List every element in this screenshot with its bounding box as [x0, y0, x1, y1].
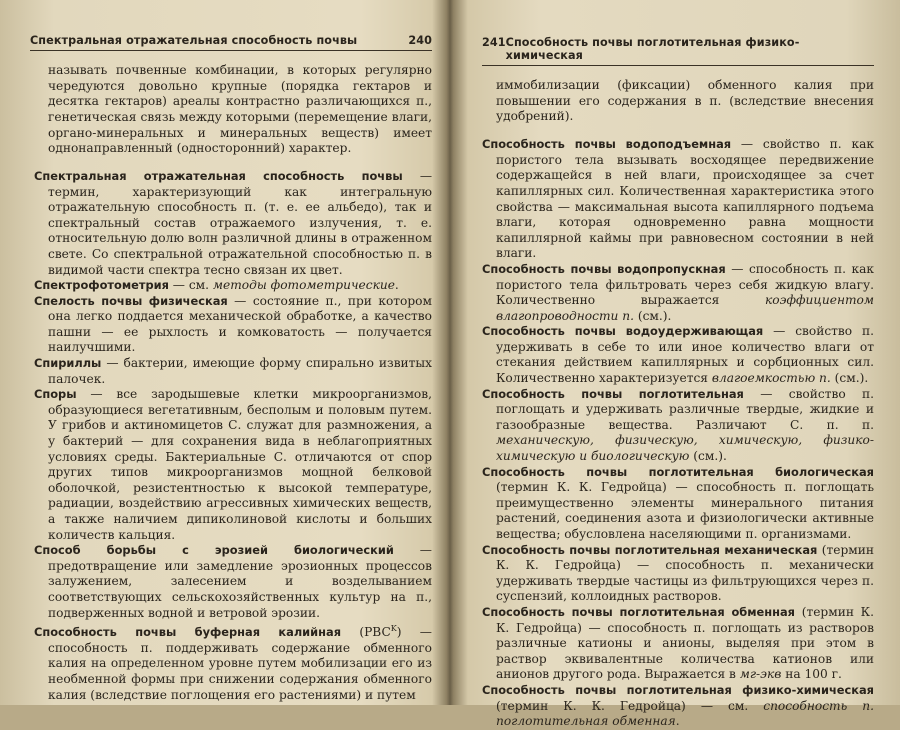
- entry-term: Способность почвы водоудерживающая: [482, 324, 764, 339]
- entry-definition: — см.: [168, 278, 213, 293]
- right-page: [456, 0, 900, 729]
- dictionary-entry: [482, 387, 874, 465]
- entry-cross-reference: механическую, физическую, химическую, физико-химическую и биологическую: [496, 433, 874, 464]
- entry-term: Способность почвы поглотительная механическая: [482, 542, 818, 557]
- entry-definition: (термин К. К. Гедройца) — способность п. поглощать из растворов различные катионы и анионы, выделяя при этом в раствор эквивалентные количества катионов или анионов другого рода. Выражается в: [496, 604, 874, 682]
- dictionary-entry: [482, 465, 874, 543]
- left-header-title: Спектральная отражательная способность почвы: [30, 34, 358, 47]
- entry-term: Спелость почвы физическая: [34, 293, 228, 308]
- right-page-body: [482, 78, 874, 730]
- entry-definition: — предотвращение или замедление эрозионных процессов залужением, залесением и возделыванием соответствующих сельскохозяйственных культур на п., подверженных водной и ветровой эрозии.: [48, 543, 432, 620]
- right-page-number: 241: [482, 36, 506, 49]
- entry-definition: (термин К. К. Гедройца) — способность п. механически удерживать твердые частицы из фильтрующихся через п. суспензий, коллоидных растворов.: [496, 542, 874, 604]
- entry-term: Способность почвы водопропускная: [482, 261, 726, 276]
- dictionary-entry: [482, 262, 874, 324]
- entry-term: Способность почвы буферная калийная: [34, 625, 342, 640]
- entry-term: Споры: [34, 387, 77, 402]
- dictionary-entry: [482, 324, 874, 386]
- entry-tail: .: [394, 278, 399, 293]
- right-page-header: [482, 36, 874, 66]
- entry-definition: — свойство п. поглощать и удерживать различные твердые, жидкие и газообразные вещества. Различают С. п. п.: [496, 386, 874, 432]
- entry-term: Спириллы: [34, 356, 102, 371]
- dictionary-entry: [482, 683, 874, 730]
- entry-definition: (термин К. К. Гедройца) — способность п. поглощать преимущественно элементы минерального питания растений, соединения азота и физиологически активные вещества; обусловлена населяющими п. организмами.: [496, 480, 874, 541]
- dictionary-entry: [34, 169, 432, 278]
- entry-term: Способность почвы поглотительная обменная: [482, 604, 795, 619]
- entry-definition: — состояние п., при котором она легко поддается механической обработке, а качество пашни — ее рыхлость и комковатость — получается наилучшими.: [48, 293, 432, 355]
- continuation-text: иммобилизации (фиксации) обменного калия при повышении его содержания в п. (вследствие внесения удобрений).: [496, 78, 874, 124]
- entry-definition: — способность п. как пористого тела фильтровать через себя жидкую влагу. Количественно выражается: [496, 261, 874, 308]
- dictionary-entry: [34, 294, 432, 356]
- entry-cross-reference: коэффициентом влагопроводности п.: [496, 293, 874, 323]
- entry-term: Способность почвы поглотительная биологическая: [482, 464, 874, 479]
- entry-cross-reference: методы фотометрические: [212, 278, 395, 293]
- dictionary-entry: [34, 356, 432, 387]
- entry-superscript: K: [390, 624, 397, 634]
- entry-definition: — термин, характеризующий как интегральную отражательную способность п. (т. е. ее альбедо), так и спектральный состав отражаемого излучения, т. е. относительную долю волн различной длины в отраженном свете. Со спектральной отражательной способностью п. в видимой части спектра тесно связан их цвет.: [48, 168, 433, 277]
- entry-tail: ) — способность п. поддерживать содержание обменного калия на определенном уровне путем мобилизации его из необменной формы при снижении содержания обменного калия (вследствие поглощения его растениями) и путем: [48, 625, 432, 702]
- entry-tail: на 100 г.: [781, 667, 842, 682]
- dictionary-entry: [34, 387, 432, 543]
- entry-term: Спектрофотометрия: [34, 278, 169, 293]
- left-page-body: [34, 63, 432, 703]
- entry-term: Способ борьбы с эрозией биологический: [34, 543, 394, 558]
- entry-definition: (термин К. К. Гедройца) — см.: [496, 698, 764, 713]
- entry-definition: — все зародышевые клетки микроорганизмов, образующиеся вегетативным, бесполым и половым путем. У грибов и актиномицетов С. служат для размножения, а у бактерий — для сохранения вида в неблагоприятных условиях среды. Бактериальные С. отличаются от спор других типов микроорганизмов мощной белковой оболочкой, резистентностью к высокой температуре, радиации, воздействию агрессивных химических веществ, а также наличием дипиколиновой кислоты и больших количеств кальция.: [48, 387, 432, 542]
- dictionary-entry: [34, 278, 432, 294]
- entry-definition: — бактерии, имеющие форму спирально извитых палочек.: [48, 356, 432, 386]
- entry-term: Способность почвы поглотительная физико-химическая: [482, 682, 874, 697]
- entry-term: Способность почвы водоподъемная: [482, 137, 732, 152]
- entry-tail: (см.).: [689, 449, 727, 464]
- entry-definition: — свойство п. удерживать в себе то или иное количество влаги от стекания действием капиллярных и сорбционных сил. Количественно характеризуется: [496, 324, 874, 386]
- left-page: [0, 0, 446, 705]
- dictionary-entry: [34, 543, 432, 621]
- entry-cross-reference: влагоемкостью п.: [711, 371, 831, 386]
- entry-term: Спектральная отражательная способность почвы: [34, 168, 403, 183]
- entry-cross-reference: мг-экв: [739, 667, 782, 682]
- left-page-header: [30, 34, 432, 51]
- left-page-number: 240: [408, 34, 432, 47]
- entry-tail: (см.).: [633, 308, 672, 323]
- entry-tail: .: [675, 714, 680, 729]
- entry-term: Способность почвы поглотительная: [482, 386, 744, 401]
- entry-definition: (PBC: [341, 625, 391, 640]
- entry-cross-reference: способность п. поглотительная обменная: [496, 698, 874, 729]
- dictionary-entry: [482, 137, 874, 262]
- continuation-text: называть почвенные комбинации, в которых регулярно чередуются довольно крупные (порядка гектаров и десятка гектаров) ареалы контрастно различающихся п., генетическая связь между которыми (перемещение влаги, органо-минеральных и минеральных веществ) имеет однонаправленный (односторонний) характер.: [48, 63, 432, 156]
- right-header-title: Способность почвы поглотительная физико-химическая: [505, 36, 800, 62]
- entry-tail: (см.).: [830, 371, 869, 386]
- dictionary-entry: [482, 543, 874, 605]
- entry-definition: — свойство п. как пористого тела вызывать восходящее передвижение содержащейся в ней влаги, происходящее за счет капиллярных сил. Количественная характеристика этого свойства — максимальная высота капиллярного подъема влаги, которая одновременно равна мощности капиллярной каймы при равновесном состоянии в ней влаги.: [496, 137, 874, 261]
- dictionary-entry: [482, 605, 874, 683]
- dictionary-entry: [34, 621, 432, 703]
